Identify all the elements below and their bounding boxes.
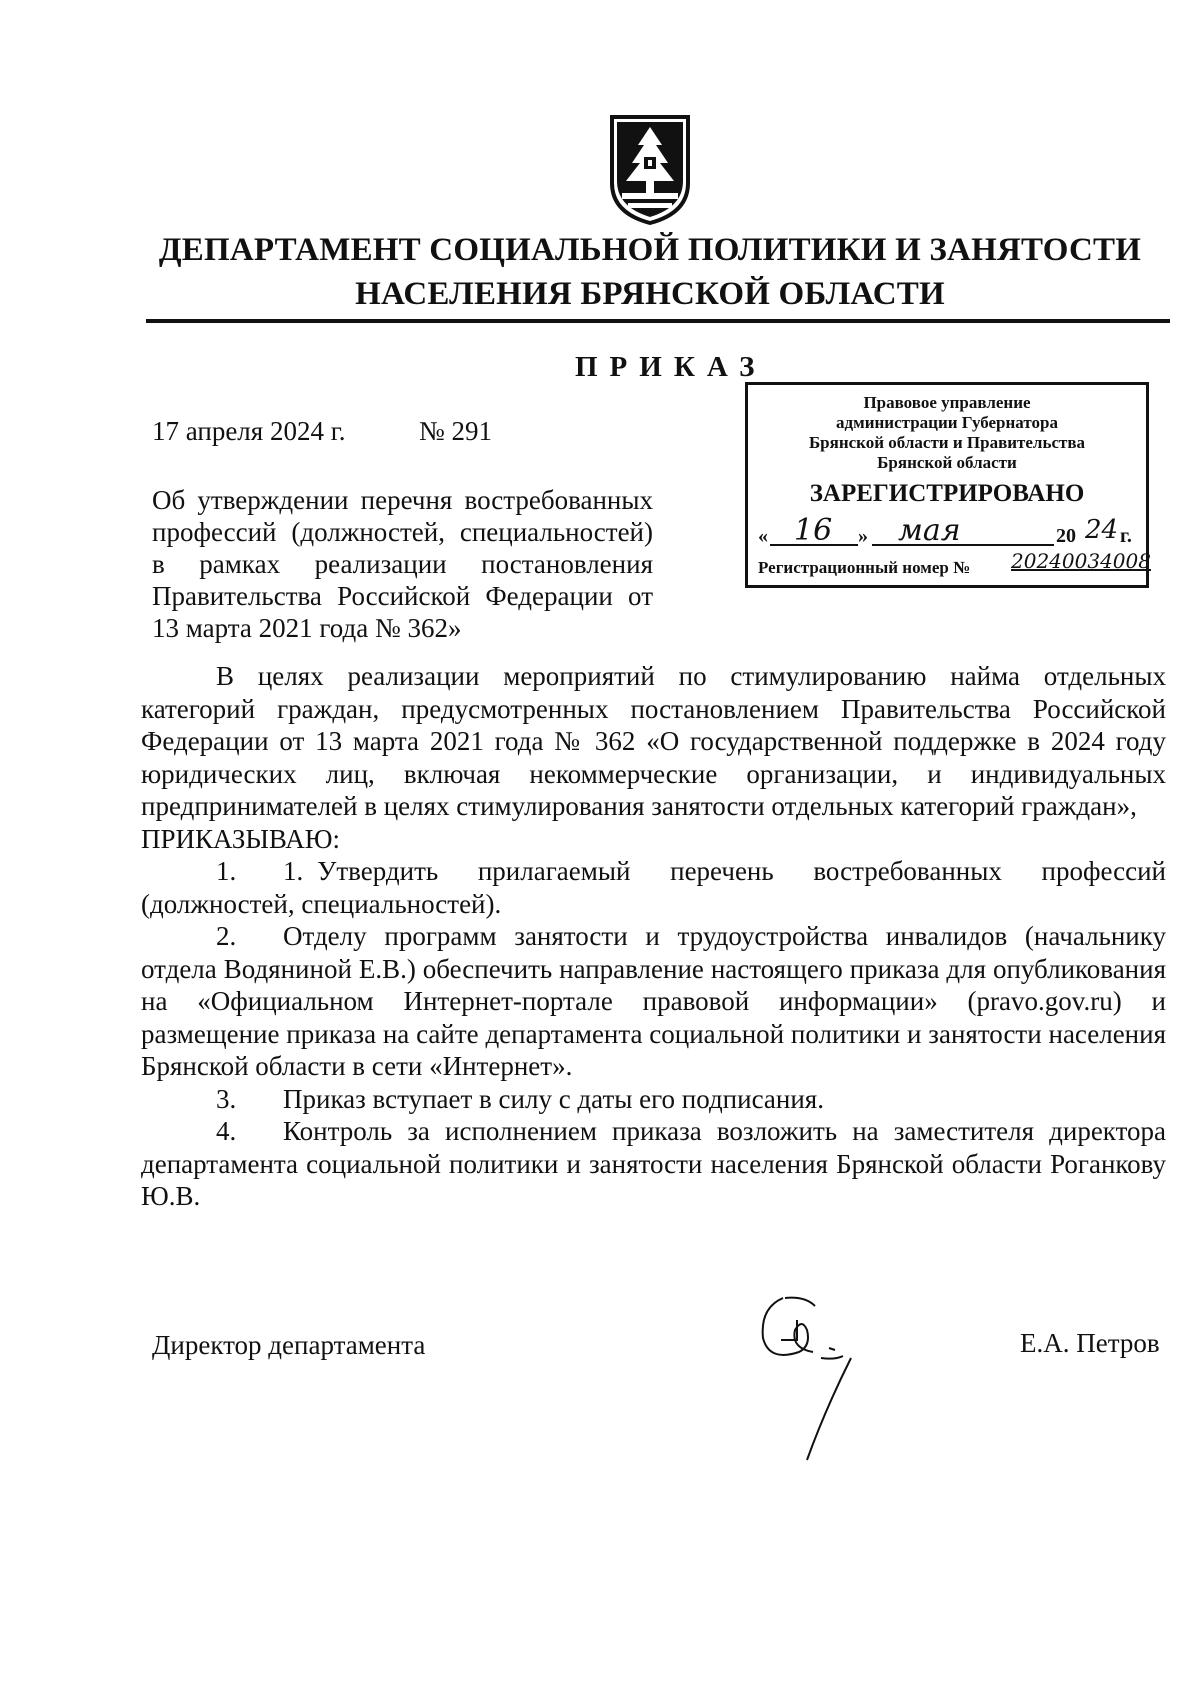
order-item-3 bbox=[141, 1083, 1166, 1116]
order-item-2 bbox=[141, 920, 1166, 1083]
item-number: 2. bbox=[216, 921, 237, 951]
preamble-paragraph: В целях реализации мероприятий по стимулированию найма отдельных категорий граждан, предусмотренных постановлением Правительства Российской Федерации от 13 марта 2021 года № 362 «О государственной поддержке в 2024 году юридических лиц, включая некоммерческие организации, и индивидуальных предпринимателей в целях стимулирования занятости отдельных категорий граждан», bbox=[141, 661, 1166, 821]
item-number: 4. bbox=[216, 1116, 237, 1146]
header-divider bbox=[146, 319, 1170, 323]
item-text: Отделу программ занятости и трудоустройства инвалидов (начальнику отдела Водяниной Е.В.) обеспечить направление настоящего приказа для опубликования на «Официальном Интернет-портале правовой информации» (pravo.gov.ru) и размещение приказа на сайте департамента социальной политики и занятости населения Брянской области в сети «Интернет». bbox=[141, 921, 1166, 1081]
order-subject: Об утверждении перечня востребованных профессий (должностей, специальностей) в рамках реализации постановления Правительства Российской Федерации от 13 марта 2021 года № 362» bbox=[152, 485, 653, 643]
stamp-date bbox=[758, 513, 1143, 549]
stamp-year-handwritten: 24 bbox=[1085, 515, 1119, 545]
item-number: 1. bbox=[216, 856, 237, 886]
department-name bbox=[140, 228, 1160, 316]
signatory-name: Е.А. Петров bbox=[1020, 1328, 1160, 1358]
item-subnumber: 1. bbox=[283, 856, 304, 886]
order-directive: ПРИКАЗЫВАЮ: bbox=[141, 823, 340, 854]
stamp-line-3: Брянской области и Правительства bbox=[808, 433, 1086, 452]
order-item-4 bbox=[141, 1115, 1166, 1213]
stamp-year-unit: г. bbox=[1120, 525, 1132, 547]
department-name-line2: НАСЕЛЕНИЯ БРЯНСКОЙ ОБЛАСТИ bbox=[355, 276, 945, 312]
order-number: № 291 bbox=[419, 416, 493, 446]
order-item-1 bbox=[141, 855, 1166, 920]
stamp-quote-close: » bbox=[858, 525, 868, 547]
stamp-reg-label: Регистрационный номер № bbox=[758, 558, 971, 577]
item-text: Утвердить прилагаемый перечень востребованных профессий (должностей, специальностей). bbox=[141, 856, 1166, 919]
signatory-title: Директор департамента bbox=[152, 1330, 426, 1360]
item-number: 3. bbox=[216, 1083, 237, 1114]
bryansk-coat-of-arms-icon bbox=[608, 113, 692, 225]
stamp-month-handwritten: мая bbox=[898, 513, 961, 548]
stamp-year-prefix: 20 bbox=[1056, 525, 1076, 547]
stamp-line-2: администрации Губернатора bbox=[836, 413, 1058, 432]
stamp-day-handwritten: 16 bbox=[794, 513, 833, 548]
order-body bbox=[141, 660, 1166, 1213]
stamp-registered-label: ЗАРЕГИСТРИРОВАНО bbox=[809, 480, 1085, 507]
stamp-registration-number bbox=[758, 549, 1151, 578]
stamp-line-4: Брянской области bbox=[877, 453, 1017, 472]
handwritten-signature-icon bbox=[755, 1290, 905, 1465]
order-date: 17 апреля 2024 г. bbox=[152, 416, 346, 446]
document-title: ПРИКАЗ bbox=[575, 351, 767, 383]
registration-stamp bbox=[745, 382, 1149, 588]
item-text: Приказ вступает в силу с даты его подписания. bbox=[283, 1083, 824, 1114]
department-name-line1: ДЕПАРТАМЕНТ СОЦИАЛЬНОЙ ПОЛИТИКИ И ЗАНЯТОСТИ bbox=[158, 232, 1142, 268]
stamp-line-1: Правовое управление bbox=[863, 393, 1031, 412]
item-text: Контроль за исполнением приказа возложить на заместителя директора департамента социальной политики и занятости населения Брянской области Роганкову Ю.В. bbox=[141, 1116, 1166, 1211]
stamp-reg-number-handwritten: 20240034008 bbox=[1011, 549, 1151, 573]
stamp-quote-open: « bbox=[758, 525, 768, 547]
